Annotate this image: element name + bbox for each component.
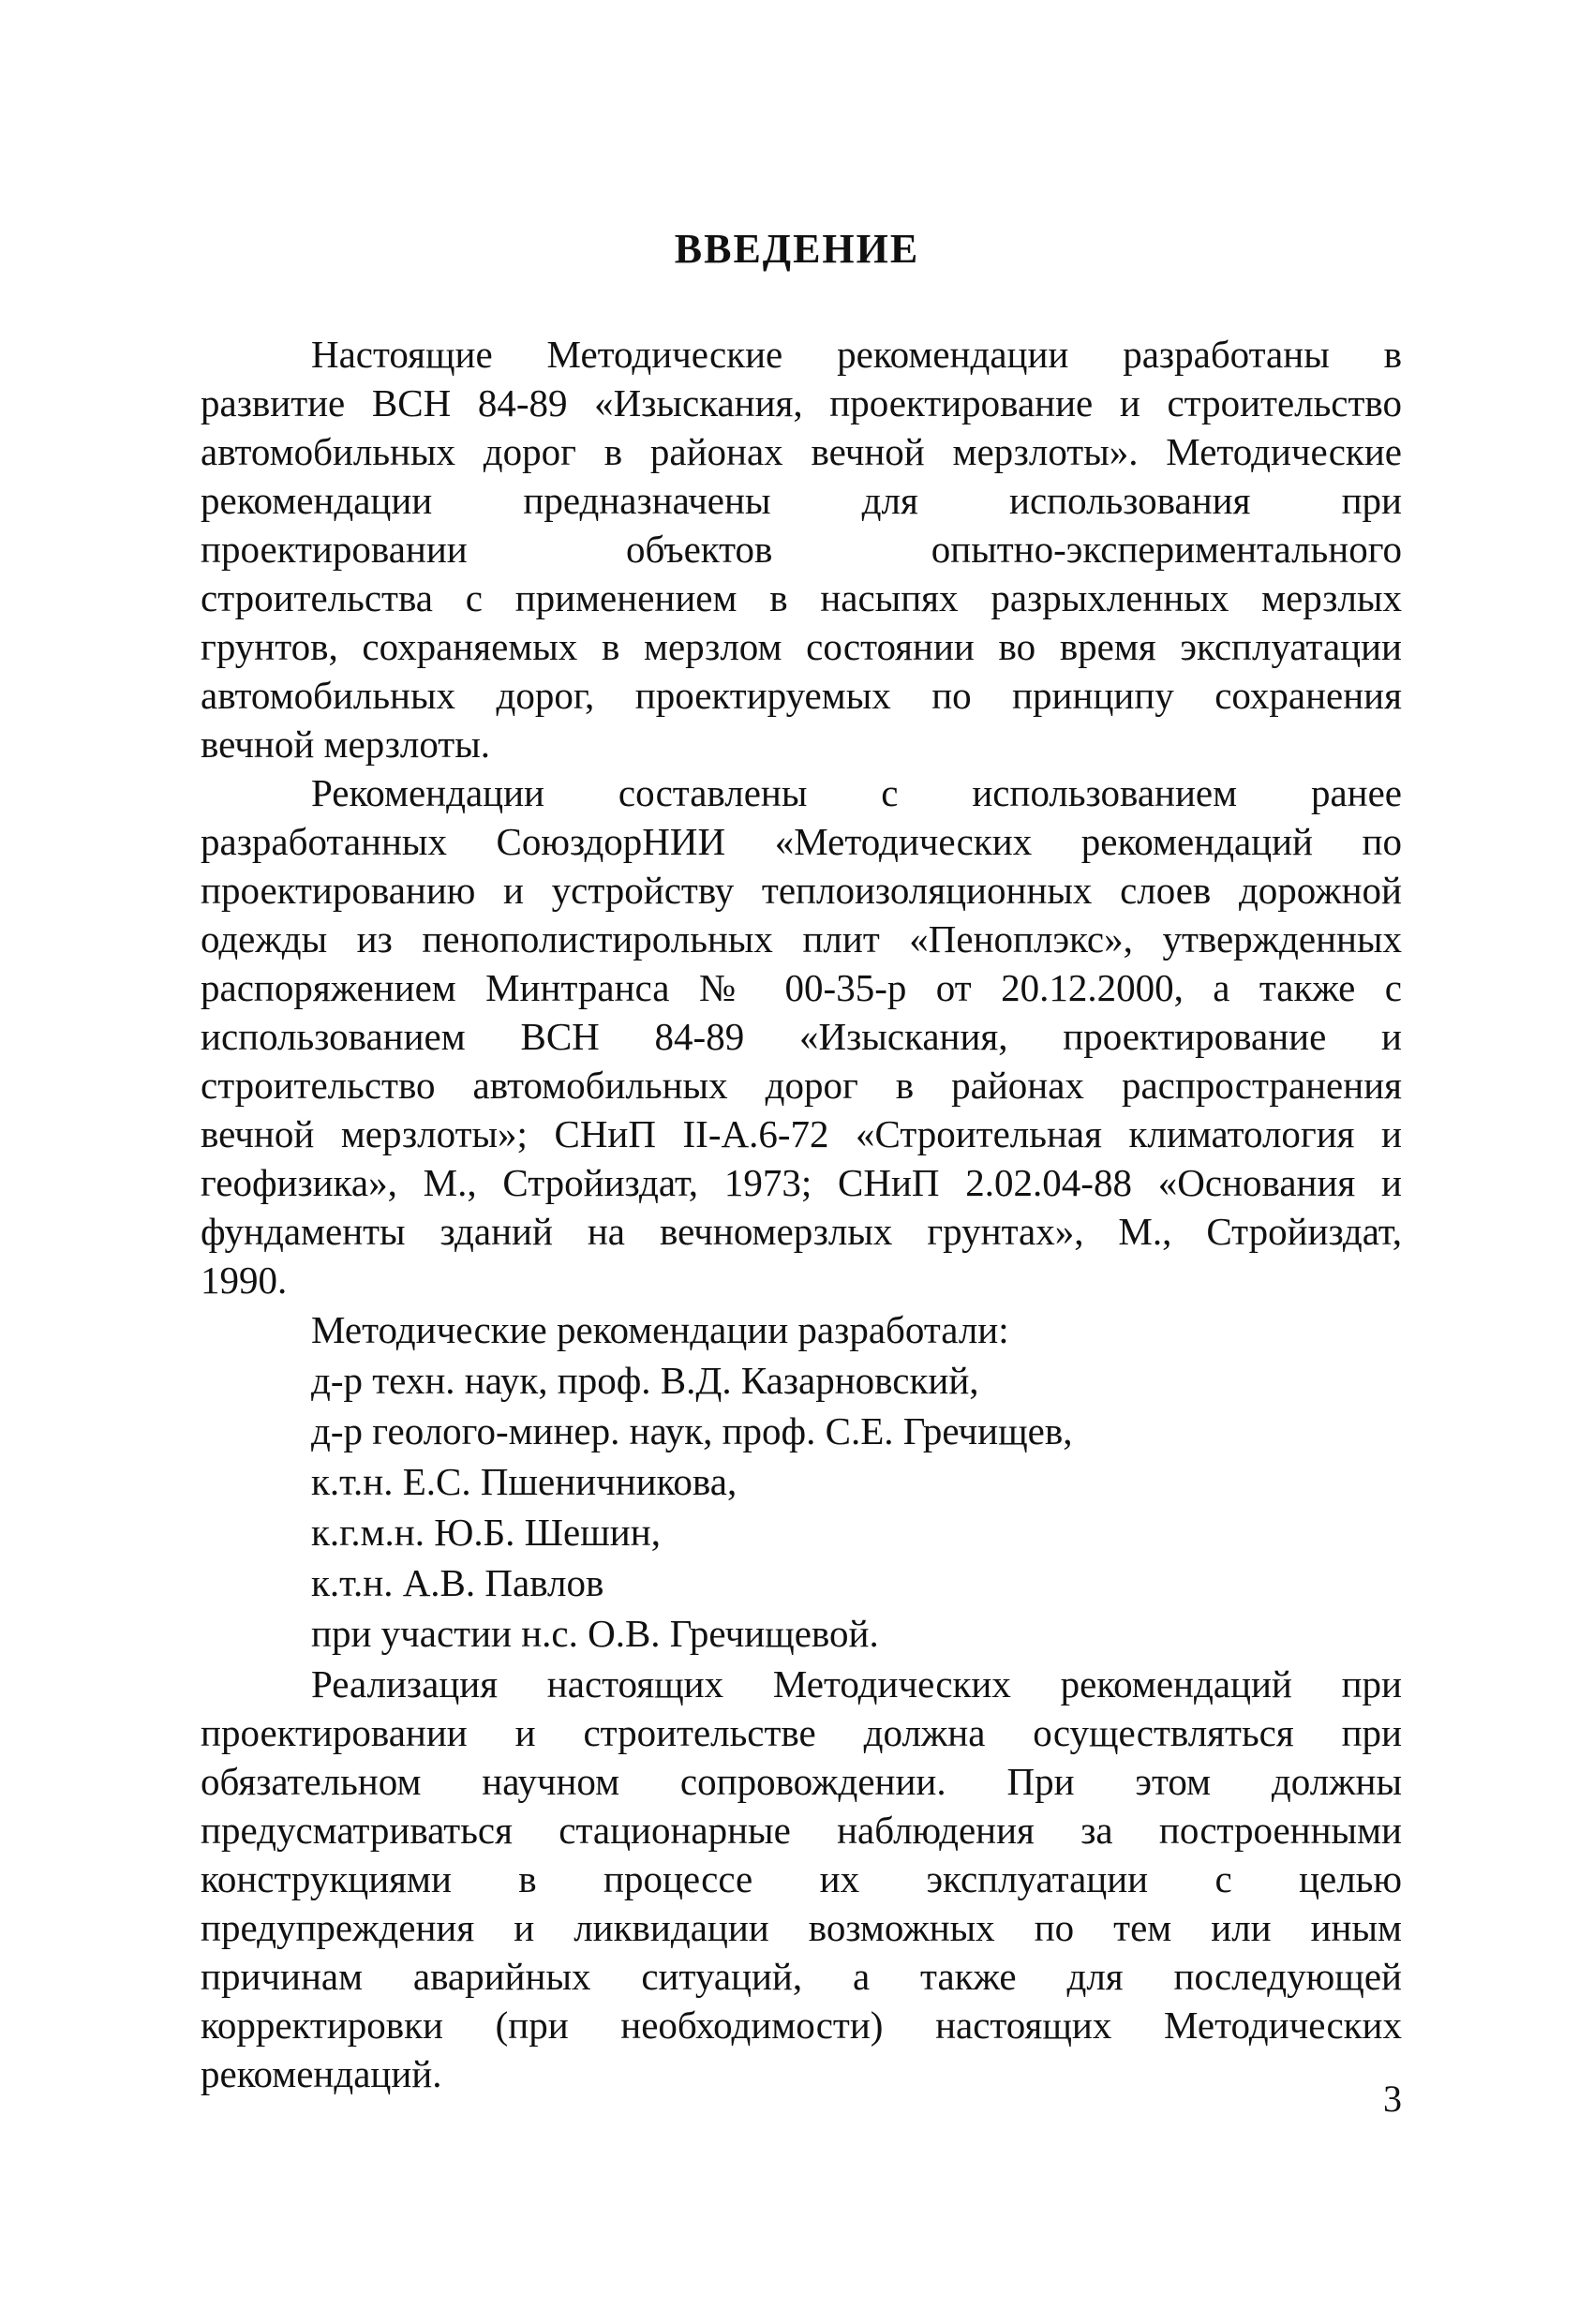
text-line: строительство автомобильных дорог в районах распространения — [201, 1064, 1402, 1107]
text-line: распоряжением Минтранса № 00-35-р от 20.12.2000, а также с — [201, 966, 1402, 1009]
authors-intro: Методические рекомендации разработали: — [311, 1308, 1009, 1351]
text-line: использованием ВСН 84-89 «Изыскания, проектирование и — [201, 1015, 1402, 1058]
text-line: причинам аварийных ситуаций, а также для последующей — [201, 1955, 1402, 1998]
text-line: геофизика», М., Стройиздат, 1973; СНиП 2.02.04-88 «Основания и — [201, 1161, 1402, 1204]
text-line: корректировки (при необходимости) настоящих Методических — [201, 2004, 1402, 2047]
text-line: проектированию и устройству теплоизоляционных слоев дорожной — [201, 869, 1402, 912]
text-line: вечной мерзлоты»; СНиП II-А.6-72 «Строительная климатология и — [201, 1112, 1402, 1155]
text-line: обязательном научном сопровождении. При этом должны — [201, 1760, 1402, 1803]
author-item: к.т.н. Е.С. Пшеничникова, — [311, 1460, 737, 1503]
text-line: строительства с применением в насыпях разрыхленных мерзлых — [201, 576, 1402, 619]
text-line: конструкциями в процессе их эксплуатации с целью — [201, 1857, 1402, 1900]
text-line: рекомендации предназначены для использования при — [201, 479, 1402, 522]
text-line: одежды из пенополистирольных плит «Пеноплэкс», утвержденных — [201, 917, 1402, 961]
text-line: автомобильных дорог, проектируемых по принципу сохранения — [201, 674, 1402, 717]
author-item: д-р геолого-минер. наук, проф. С.Е. Гречищев, — [311, 1409, 1073, 1452]
text-line: рекомендаций. — [201, 2052, 442, 2095]
text-line: проектировании и строительстве должна осуществляться при — [201, 1711, 1402, 1754]
author-item: к.г.м.н. Ю.Б. Шешин, — [311, 1511, 661, 1554]
text-line: автомобильных дорог в районах вечной мерзлоты». Методические — [201, 430, 1402, 473]
text-line: Реализация настоящих Методических рекомендаций при — [311, 1662, 1402, 1706]
author-item: при участии н.с. О.В. Гречищевой. — [311, 1612, 879, 1655]
text-line: предупреждения и ликвидации возможных по тем или иным — [201, 1906, 1402, 1949]
text-line: Рекомендации составлены с использованием ранее — [311, 771, 1402, 814]
text-line: Настоящие Методические рекомендации разработаны в — [311, 333, 1402, 376]
text-line: вечной мерзлоты. — [201, 723, 491, 766]
text-line: предусматриваться стационарные наблюдения за построенными — [201, 1809, 1402, 1852]
text-line: проектировании объектов опытно-экспериментального — [201, 528, 1402, 571]
text-line: фундаменты зданий на вечномерзлых грунтах», М., Стройиздат, — [201, 1210, 1402, 1253]
author-item: д-р техн. наук, проф. В.Д. Казарновский, — [311, 1359, 979, 1402]
text-line: 1990. — [201, 1259, 288, 1302]
text-line: грунтов, сохраняемых в мерзлом состоянии во время эксплуатации — [201, 625, 1402, 668]
page-title: ВВЕДЕНИЕ — [674, 226, 920, 272]
text-line: разработанных СоюздорНИИ «Методических рекомендаций по — [201, 820, 1402, 863]
text-line: развитие ВСН 84-89 «Изыскания, проектирование и строительство — [201, 381, 1402, 425]
author-item: к.т.н. А.В. Павлов — [311, 1561, 604, 1604]
page-number: 3 — [1383, 2078, 1402, 2120]
